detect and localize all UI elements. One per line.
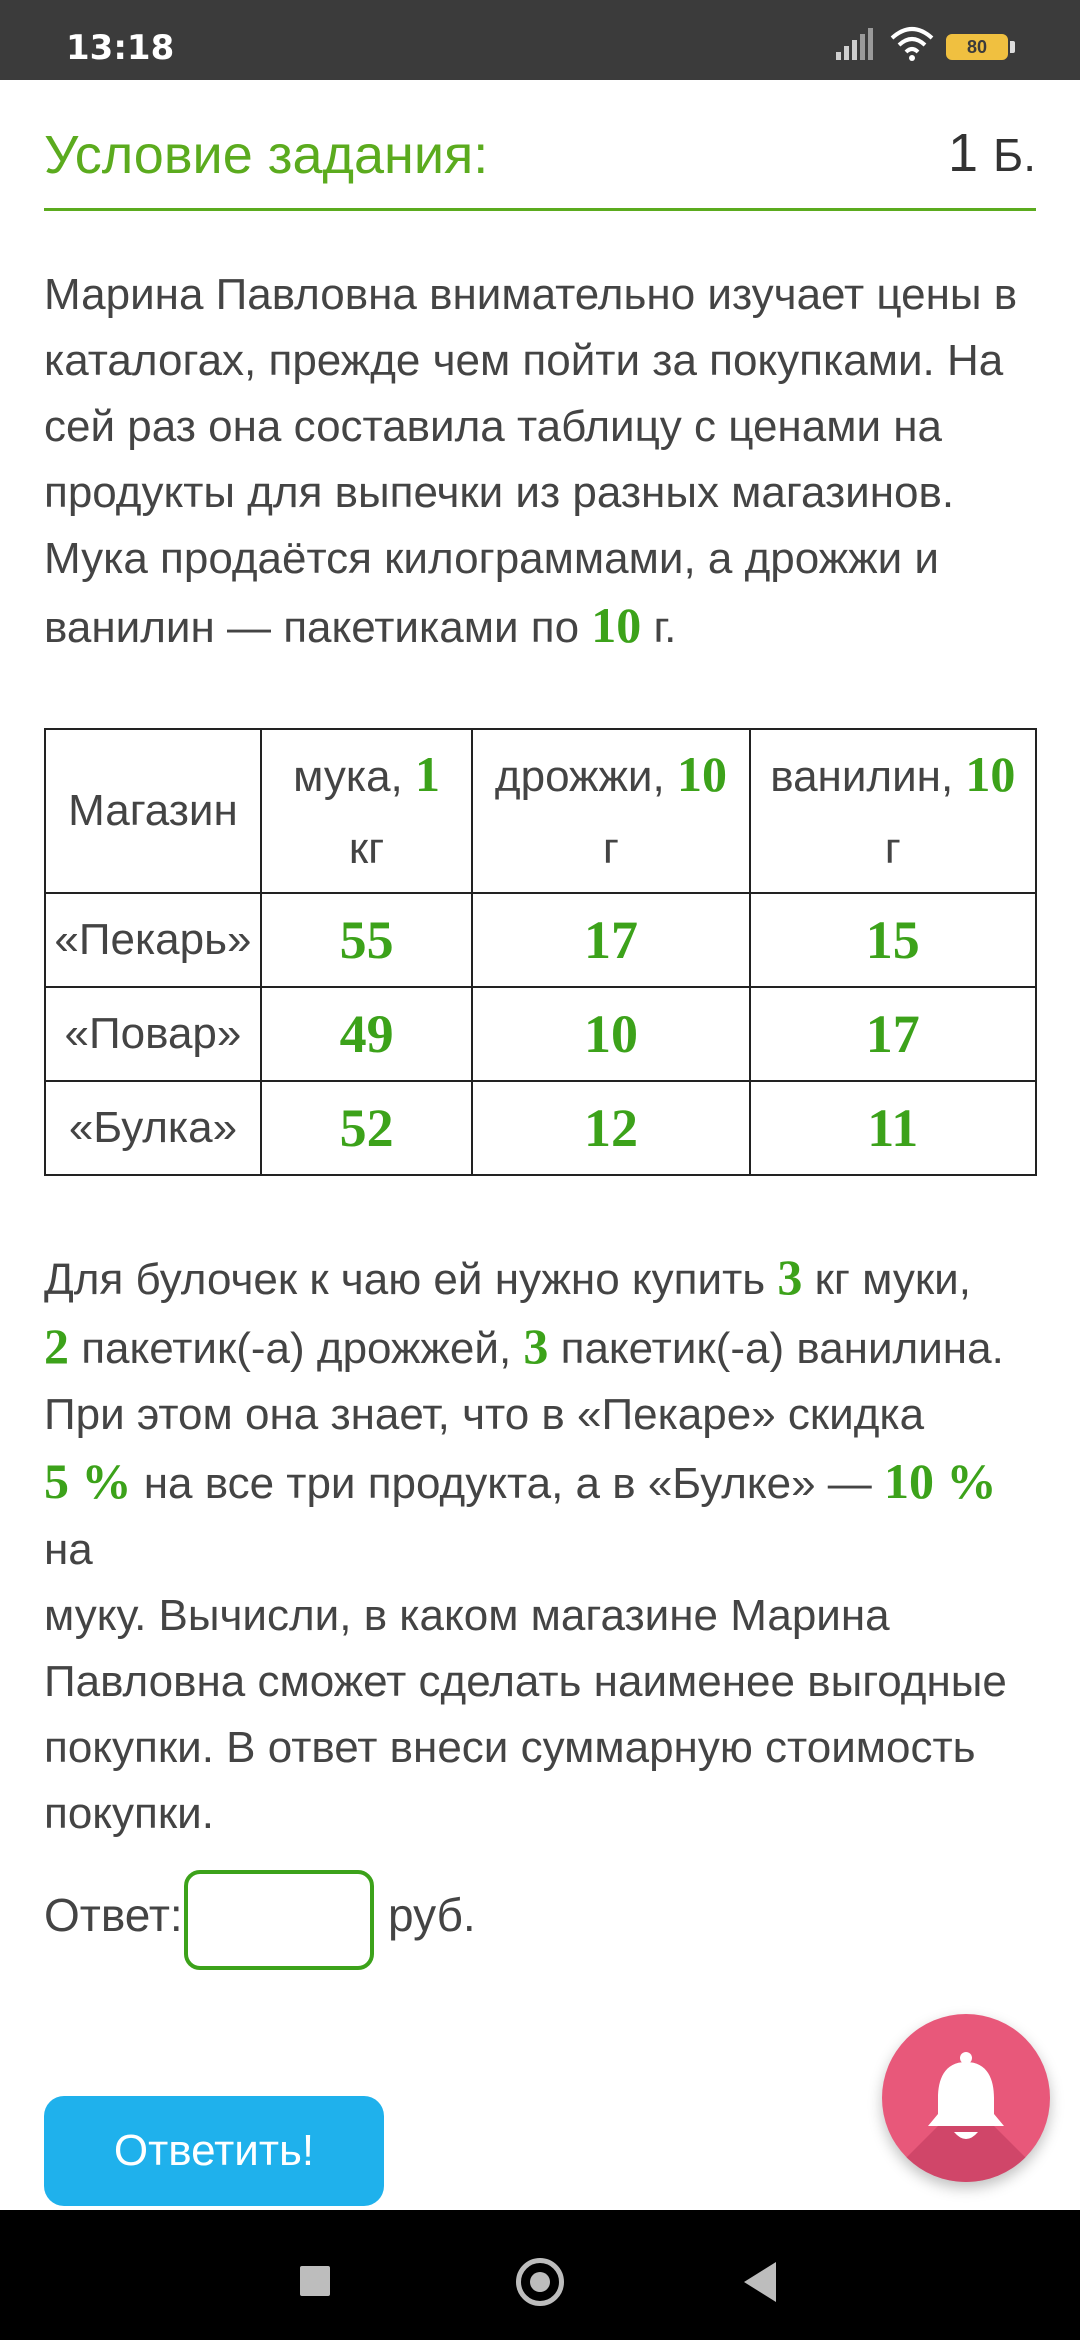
question-line: Павловна сможет сделать наименее выгодные bbox=[44, 1657, 1007, 1706]
question-line: муку. Вычисли, в каком магазине Марина bbox=[44, 1591, 890, 1640]
price-cell: 49 bbox=[261, 987, 472, 1081]
header-vanillin bbox=[750, 729, 1036, 893]
header-yeast bbox=[472, 729, 749, 893]
question-line bbox=[44, 1448, 1044, 1583]
question-number: 3 bbox=[523, 1318, 549, 1374]
answer-label: Ответ: bbox=[44, 1889, 183, 1941]
price-cell: 11 bbox=[750, 1081, 1036, 1175]
heading-divider bbox=[44, 208, 1036, 211]
price-table bbox=[44, 728, 1037, 1176]
task-intro bbox=[44, 262, 1044, 661]
answer-unit: руб. bbox=[388, 1889, 476, 1941]
signal-icon bbox=[836, 28, 876, 60]
header-number: 1 bbox=[415, 745, 441, 802]
question-number: 3 bbox=[777, 1249, 803, 1305]
header-text: мука, bbox=[293, 751, 416, 801]
price-cell: 15 bbox=[750, 893, 1036, 987]
question-number: 2 bbox=[44, 1318, 69, 1374]
intro-number: 10 bbox=[591, 597, 642, 653]
home-icon[interactable] bbox=[516, 2258, 564, 2306]
submit-button[interactable]: Ответить! bbox=[44, 2096, 384, 2206]
question-number: 10 % bbox=[884, 1453, 997, 1509]
question-line: покупки. bbox=[44, 1789, 214, 1838]
table-header-row bbox=[45, 729, 1036, 893]
price-cell: 10 bbox=[472, 987, 749, 1081]
question-text: пакетик(-а) дрожжей, bbox=[69, 1324, 524, 1373]
back-icon[interactable] bbox=[744, 2262, 776, 2302]
home-dot bbox=[530, 2272, 550, 2292]
status-time: 13:18 bbox=[66, 28, 175, 68]
question-line bbox=[44, 1244, 1044, 1313]
price-cell: 52 bbox=[261, 1081, 472, 1175]
header-unit: кг bbox=[348, 823, 385, 873]
header-text: ванилин, bbox=[770, 751, 966, 801]
battery-tip bbox=[1010, 41, 1015, 53]
intro-text: ванилин — пакетиками по bbox=[44, 603, 592, 652]
shop-name: «Булка» bbox=[45, 1081, 261, 1175]
recent-apps-icon[interactable] bbox=[300, 2266, 330, 2296]
header-text: дрожжи, bbox=[494, 751, 677, 801]
shop-name: «Повар» bbox=[45, 987, 261, 1081]
table-row bbox=[45, 1081, 1036, 1175]
header-unit: г bbox=[602, 823, 619, 873]
price-cell: 17 bbox=[472, 893, 749, 987]
task-question bbox=[44, 1244, 1044, 1847]
intro-line bbox=[44, 592, 1044, 661]
question-line: При этом она знает, что в «Пекаре» скидка bbox=[44, 1390, 925, 1439]
battery-icon: 80 bbox=[946, 34, 1008, 60]
status-bar bbox=[0, 0, 1080, 80]
intro-line: Мука продаётся килограммами, а дрожжи и bbox=[44, 534, 939, 583]
points-unit: Б. bbox=[993, 129, 1036, 181]
price-cell: 17 bbox=[750, 987, 1036, 1081]
header-number: 10 bbox=[965, 745, 1016, 802]
question-line bbox=[44, 1313, 1044, 1382]
question-line: покупки. В ответ внеси суммарную стоимость bbox=[44, 1723, 976, 1772]
header-number: 10 bbox=[676, 745, 727, 802]
question-text: Для булочек к чаю ей нужно купить bbox=[44, 1255, 778, 1304]
notification-button[interactable] bbox=[882, 2014, 1050, 2182]
question-text: кг муки, bbox=[802, 1255, 971, 1304]
task-heading: Условие задания: bbox=[44, 125, 489, 185]
table-row bbox=[45, 987, 1036, 1081]
intro-line: Марина Павловна внимательно изучает цены в bbox=[44, 270, 1018, 319]
header-shop: Магазин bbox=[45, 729, 261, 893]
price-cell: 12 bbox=[472, 1081, 749, 1175]
table-row bbox=[45, 893, 1036, 987]
navigation-bar bbox=[0, 2210, 1080, 2340]
intro-text: г. bbox=[641, 603, 677, 652]
question-text: пакетик(-а) ванилина. bbox=[548, 1324, 1004, 1373]
intro-line: сей раз она составила таблицу с ценами на bbox=[44, 402, 943, 451]
header-flour bbox=[261, 729, 472, 893]
intro-line: каталогах, прежде чем пойти за покупками. На bbox=[44, 336, 1004, 385]
question-text: на bbox=[44, 1525, 93, 1574]
price-cell: 55 bbox=[261, 893, 472, 987]
bell-icon bbox=[920, 2050, 1012, 2146]
points-value: 1 bbox=[947, 123, 979, 183]
intro-line: продукты для выпечки из разных магазинов. bbox=[44, 468, 955, 517]
question-number: 5 % bbox=[44, 1453, 132, 1509]
question-text: на все три продукта, а в «Булке» — bbox=[131, 1459, 885, 1508]
wifi-icon bbox=[890, 26, 934, 62]
answer-input[interactable] bbox=[184, 1870, 374, 1970]
task-points bbox=[948, 122, 1036, 184]
shop-name: «Пекарь» bbox=[45, 893, 261, 987]
header-unit: г bbox=[884, 823, 901, 873]
